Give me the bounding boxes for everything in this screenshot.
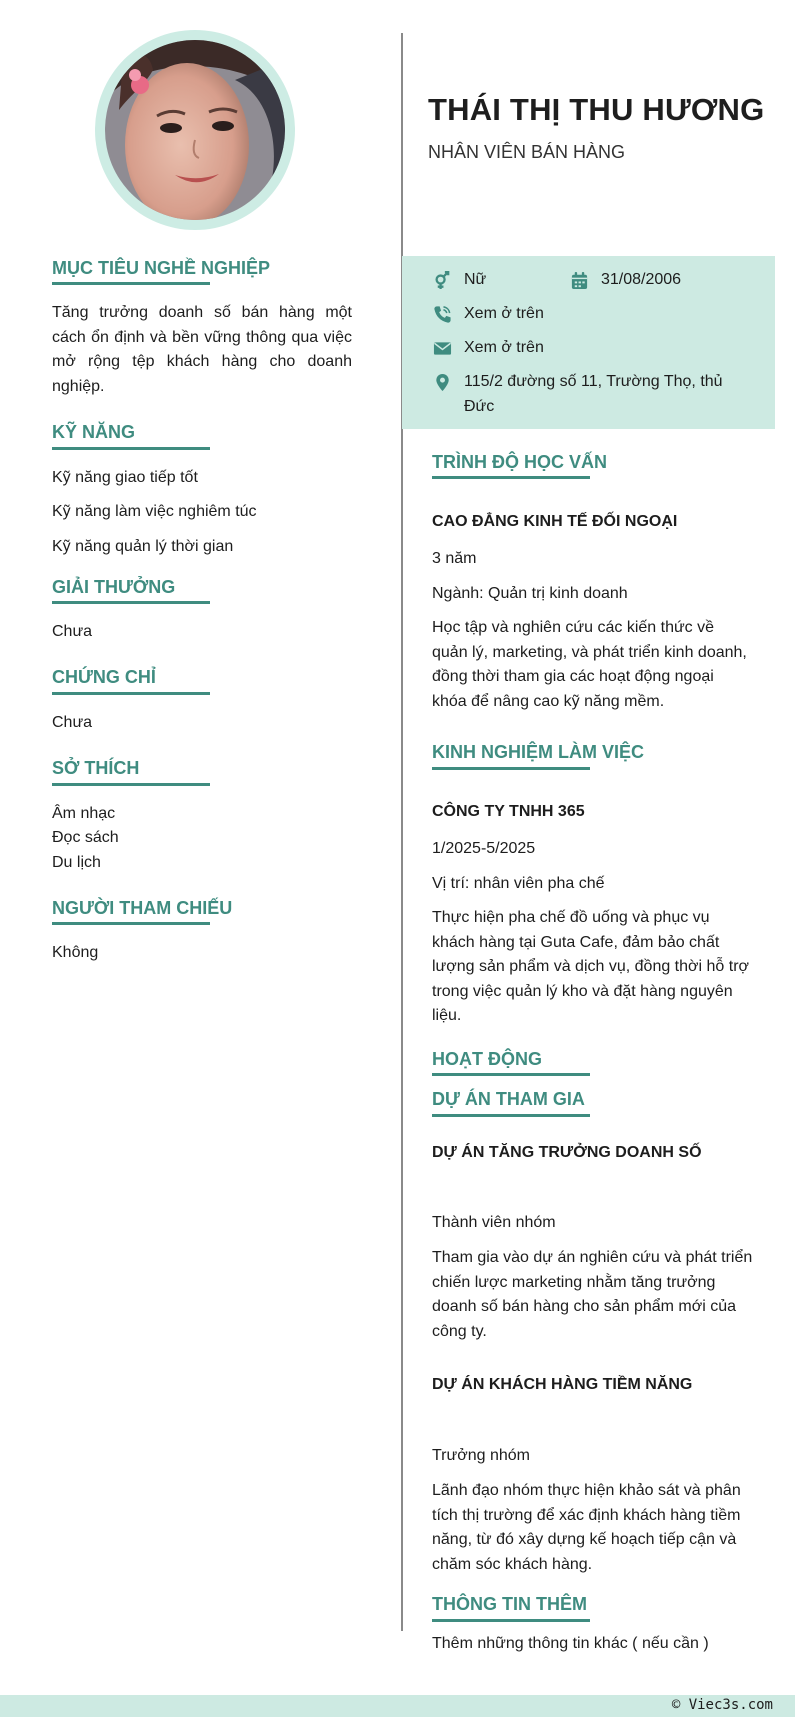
references-heading: NGƯỜI THAM CHIẾU [52,898,233,918]
awards-heading-underline [52,601,210,604]
certificates-heading-underline [52,692,210,695]
email-value: Xem ở trên [464,339,544,356]
location-icon [433,373,452,392]
experience-position: Vị trí: nhân viên pha chế [432,875,605,892]
experience-heading-underline [432,767,590,770]
footer-bar [0,1695,795,1717]
contact-phone [433,304,544,326]
additional-heading: THÔNG TIN THÊM [432,1594,587,1614]
phone-icon [433,305,452,324]
address-value: 115/2 đường số 11, Trường Thọ, thủ Đức [464,373,723,415]
additional-text: Thêm những thông tin khác ( nếu cần ) [432,1635,709,1652]
candidate-name: THÁI THỊ THU HƯƠNG [428,92,765,127]
education-school: CAO ĐẲNG KINH TẾ ĐỐI NGOẠI [432,513,678,530]
awards-heading: GIẢI THƯỞNG [52,577,176,597]
footer-watermark: © Viec3s.com [671,1697,773,1713]
contact-gender [433,270,486,292]
objective-heading-underline [52,282,210,285]
objective-heading: MỤC TIÊU NGHỀ NGHIỆP [52,258,271,278]
contact-box [402,256,775,429]
project-description: Tham gia vào dự án nghiên cứu và phát triển chiến lược marketing nhằm tăng trưởng doanh số bán hàng cho sản phẩm mới của công ty. [432,1249,753,1340]
skill-item: Kỹ năng làm việc nghiêm túc [52,503,257,520]
mail-icon [433,339,452,358]
skills-heading: KỸ NĂNG [52,422,136,442]
projects-heading-underline [432,1114,590,1117]
project-role: Trưởng nhóm [432,1447,530,1464]
education-heading: TRÌNH ĐỘ HỌC VẤN [432,452,607,472]
birthday-value: 31/08/2006 [601,271,682,288]
hobbies-heading-underline [52,783,210,786]
job-title: NHÂN VIÊN BÁN HÀNG [428,142,626,162]
avatar [105,40,285,220]
hobby-item: Đọc sách [52,829,119,846]
project-description: Lãnh đạo nhóm thực hiện khảo sát và phân tích thị trường để xác định khách hàng tiềm năng, từ đó xây dựng kế hoạch tiếp cận và chăm sóc khách hàng. [432,1482,741,1573]
experience-company: CÔNG TY TNHH 365 [432,803,585,820]
skill-item: Kỹ năng quản lý thời gian [52,538,234,555]
certificates-heading: CHỨNG CHỈ [52,667,156,687]
activities-heading-underline [432,1073,590,1076]
hobbies-heading: SỞ THÍCH [52,758,140,778]
contact-email [433,338,544,360]
education-duration: 3 năm [432,550,477,567]
contact-birthday [570,270,681,292]
additional-heading-underline [432,1619,590,1622]
calendar-icon [570,271,589,290]
certificates-text: Chưa [52,714,93,731]
gender-value: Nữ [464,271,487,288]
references-heading-underline [52,922,210,925]
education-description: Học tập và nghiên cứu các kiến thức về quản lý, marketing, và phát triển kinh doanh, đồng thời tham gia các hoạt động ngoại khóa để nâng cao kỹ năng mềm. [432,619,747,710]
contact-address [433,372,753,419]
references-text: Không [52,944,99,961]
hobby-item: Du lịch [52,854,101,871]
experience-period: 1/2025-5/2025 [432,840,536,857]
skills-heading-underline [52,447,210,450]
project-name: DỰ ÁN TĂNG TRƯỞNG DOANH SỐ [432,1144,702,1161]
awards-text: Chưa [52,623,93,640]
education-major: Ngành: Quản trị kinh doanh [432,585,628,602]
skill-item: Kỹ năng giao tiếp tốt [52,469,198,486]
project-name: DỰ ÁN KHÁCH HÀNG TIỀM NĂNG [432,1376,693,1393]
phone-value: Xem ở trên [464,305,544,322]
projects-heading: DỰ ÁN THAM GIA [432,1089,585,1109]
project-role: Thành viên nhóm [432,1214,556,1231]
hobby-item: Âm nhạc [52,805,116,822]
activities-heading: HOẠT ĐỘNG [432,1049,542,1069]
experience-description: Thực hiện pha chế đồ uống và phục vụ khách hàng tại Guta Cafe, đảm bảo chất lượng sản phẩm và dịch vụ, đồng thời hỗ trợ trong việc quản lý kho và đặt hàng nguyên liệu. [432,909,750,1024]
avatar-frame [95,30,295,230]
experience-heading: KINH NGHIỆM LÀM VIỆC [432,742,645,762]
education-heading-underline [432,476,590,479]
gender-icon [433,271,452,290]
objective-text: Tăng trưởng doanh số bán hàng một cách ổn định và bền vững thông qua việc mở rộng tệp khách hàng cho doanh nghiệp. [52,304,352,395]
